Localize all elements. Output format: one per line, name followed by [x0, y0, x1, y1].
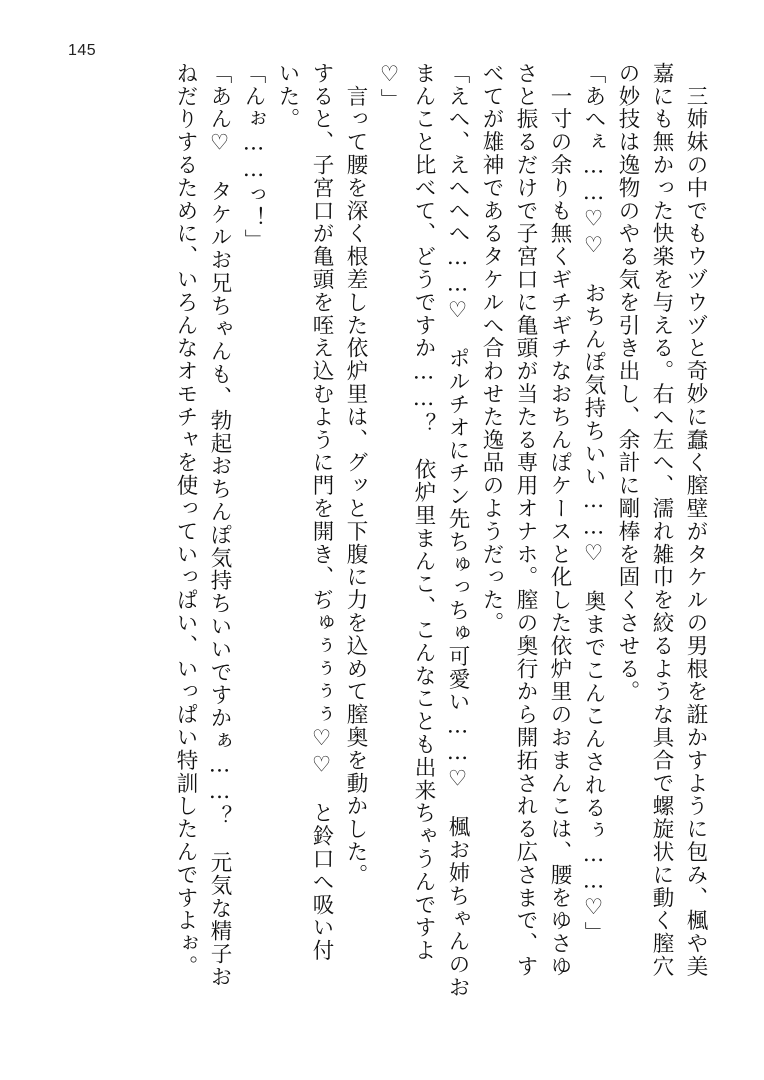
text-line: ねだりするために、いろんなオモチャを使っていっぱい、いっぱい特訓したんですよぉ。 — [173, 62, 198, 978]
text-line: 一寸の余りも無くギチギチなおちんぽケースと化した依炉里のおまんこは、腰をゆさゆ — [547, 62, 572, 978]
text-line: の妙技は逸物のやる気を引き出し、余計に剛棒を固くさせる。 — [615, 62, 640, 704]
text-line: 嘉にも無かった快楽を与える。右へ左へ、濡れ雑巾を絞るような具合で螺旋状に動く膣穴 — [649, 62, 674, 978]
text-line: 「えへ、えへへへ……♡ ポルチオにチン先ちゅっちゅ可愛い……♡ 楓お姉ちゃんのお — [445, 62, 470, 999]
text-line: 「んぉ……っ！」 — [241, 62, 266, 253]
text-line: ♡」 — [377, 62, 402, 112]
text-line: 言って腰を深く根差した依炉里は、グッと下腹に力を込めて膣奥を動かした。 — [343, 62, 368, 887]
text-line: 「あん♡ タケルお兄ちゃんも、勃起おちんぽ気持ちいいですかぁ……？ 元気な精子お — [207, 62, 232, 989]
page-number: 145 — [68, 42, 97, 59]
text-line: 「あへぇ……♡♡ おちんぽ気持ちいい……♡ 奥までこんこんされるぅ……♡」 — [581, 62, 606, 945]
text-line: さと振るだけで子宮口に亀頭が当たる専用オナホ。膣の奥行から開拓される広さまで、す — [513, 62, 538, 978]
text-line: まんこと比べて、どうですか……？ 依炉里まんこ、こんなことも出来ちゃうんですよ — [411, 62, 436, 963]
text-line: 三姉妹の中でもウヅウヅと奇妙に蠢く膣壁がタケルの男根を誑かすように包み、楓や美 — [683, 62, 708, 978]
vertical-body-text — [168, 62, 712, 1052]
text-line: すると、子宮口が亀頭を咥え込むように門を開き、ぢゅぅぅぅぅ♡♡ と鈴口へ吸い付 — [309, 62, 334, 963]
text-line: べてが雄神であるタケルへ合わせた逸品のようだった。 — [479, 62, 504, 635]
text-line: いた。 — [275, 62, 300, 131]
